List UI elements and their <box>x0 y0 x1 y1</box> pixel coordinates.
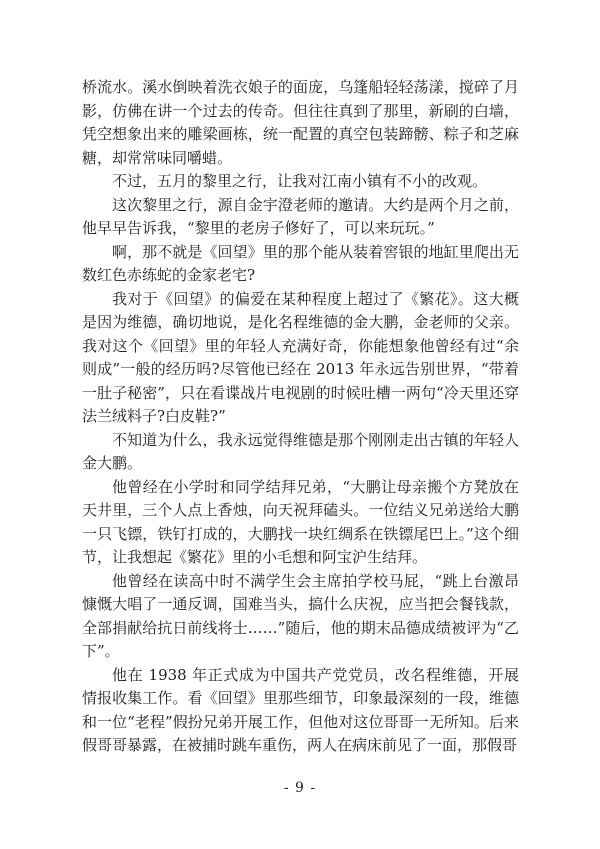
paragraph: 他在 1938 年正式成为中国共产党党员，改名程维德，开展情报收集工作。看《回望》里那些细节，印象最深刻的一段，维德和一位“老程”假扮兄弟开展工作，但他对这位哥哥一无所知。后来假哥哥暴露，在被捕时跳车重伤，两人在病床前见了一面，那假哥 <box>82 665 519 754</box>
paragraph: 不过，五月的黎里之行，让我对江南小镇有不小的改观。 <box>112 172 488 190</box>
paragraph: 不知道为什么，我永远觉得维德是那个刚刚走出古镇的年轻人金大鹏。 <box>82 430 519 472</box>
paragraph: 他曾经在小学时和同学结拜兄弟，“大鹏让母亲搬个方凳放在天井里，三个人点上香烛，向天祝拜磕头。一位结义兄弟送给大鹏一只飞镖，铁钉打成的，大鹏找一块红绸系在铁镖尾巴上。”这个细节，让我想起《繁花》里的小毛想和阿宝沪生结拜。 <box>82 477 519 566</box>
paragraph: 我对于《回望》的偏爱在某种程度上超过了《繁花》。这大概是因为维德，确切地说，是化名程维德的金大鹏，金老师的父亲。我对这个《回望》里的年轻人充满好奇，你能想象他曾经有过“余则成”一般的经历吗?尽管他已经在 2013 年永远告别世界，“带着一肚子秘密”，只在看谍战片电视剧的时候吐槽一两句“冷天里还穿法兰绒料子?白皮鞋?” <box>82 289 519 425</box>
page-number: - 9 - <box>283 780 317 796</box>
paragraph: 他曾经在读高中时不满学生会主席拍学校马屁，“跳上台激昂慷慨大唱了一通反调，国难当头，搞什么庆祝，应当把会餐钱款，全部捐献给抗日前线将士……”随后，他的期末品德成绩被评为“乙下”。 <box>82 571 519 660</box>
paragraph: 这次黎里之行，源自金宇澄老师的邀请。大约是两个月之前，他早早告诉我，“黎里的老房子修好了，可以来玩玩。” <box>82 195 519 237</box>
paragraph: 桥流水。溪水倒映着洗衣娘子的面庞，乌篷船轻轻荡漾，搅碎了月影，仿佛在讲一个过去的传奇。但往往真到了那里，新刷的白墙，凭空想象出来的雕梁画栋，统一配置的真空包装蹄髈、粽子和芝麻糖，却常常味同嚼蜡。 <box>82 78 519 167</box>
paragraph: 啊，那不就是《回望》里的那个能从装着窖银的地缸里爬出无数红色赤练蛇的金家老宅? <box>82 242 519 284</box>
body-text <box>82 76 519 758</box>
